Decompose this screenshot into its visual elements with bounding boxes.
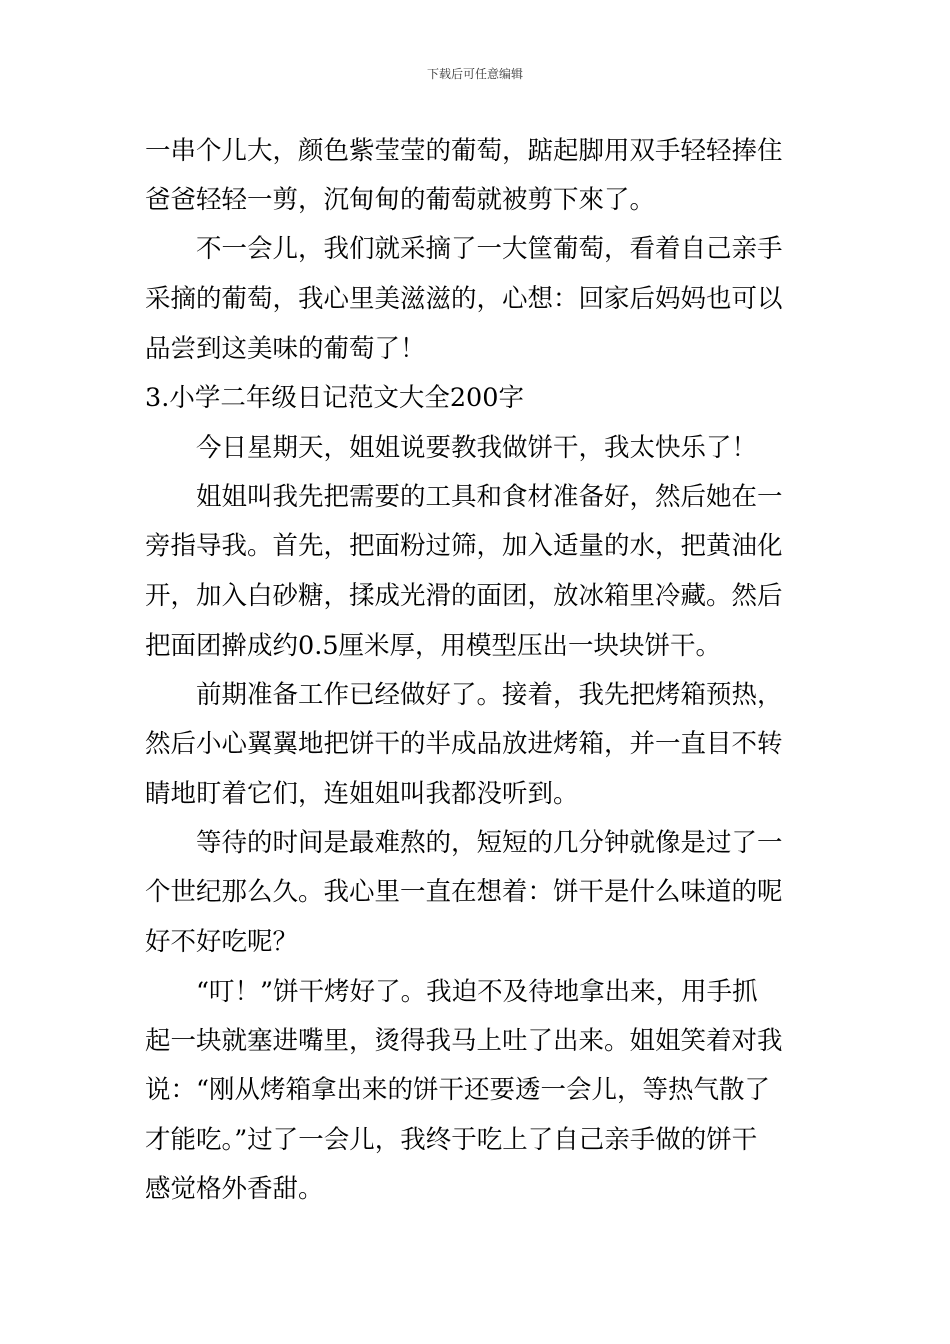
text-line: 前期准备工作已经做好了。接着，我先把烤箱预热， bbox=[145, 680, 783, 710]
text-line: 姐姐叫我先把需要的工具和食材准备好，然后她在一 bbox=[145, 482, 783, 512]
text-line: 品尝到这美味的葡萄了！ bbox=[145, 334, 426, 364]
text-line: 然后小心翼翼地把饼干的半成品放进烤箱，并一直目不转 bbox=[145, 729, 783, 759]
page-header-note: 下载后可任意编辑 bbox=[426, 67, 523, 81]
text-line: 等待的时间是最难熬的，短短的几分钟就像是过了一 bbox=[145, 828, 783, 858]
text-line: 睛地盯着它们，连姐姐叫我都没听到。 bbox=[145, 779, 579, 809]
text-line: 感觉格外香甜。 bbox=[145, 1174, 324, 1204]
text-line: 爸爸轻轻一剪，沉甸甸的葡萄就被剪下來了。 bbox=[145, 185, 656, 215]
text-line: 起一块就塞进嘴里，烫得我马上吐了出来。姐姐笑着对我 bbox=[145, 1026, 783, 1056]
text-line: 说：“刚从烤箱拿出来的饼干还要透一会儿，等热气散了 bbox=[145, 1075, 771, 1105]
text-line: 开，加入白砂糖，揉成光滑的面团，放冰箱里冷藏。然后 bbox=[145, 581, 783, 611]
text-line: 采摘的葡萄，我心里美滋滋的，心想：回家后妈妈也可以 bbox=[145, 284, 783, 314]
text-line: 才能吃。”过了一会儿，我终于吃上了自己亲手做的饼干 bbox=[145, 1125, 758, 1155]
section-heading: 3.小学二年级日记范文大全200字 bbox=[145, 383, 525, 413]
text-line: 今日星期天，姐姐说要教我做饼干，我太快乐了！ bbox=[145, 433, 758, 463]
text-line: 旁指导我。首先，把面粉过筛，加入适量的水，把黄油化 bbox=[145, 531, 783, 561]
text-line: 不一会儿，我们就采摘了一大筐葡萄，看着自己亲手 bbox=[145, 234, 783, 264]
text-line: 一串个儿大，颜色紫莹莹的葡萄，踮起脚用双手轻轻捧住 bbox=[145, 136, 783, 166]
text-line: 把面团擀成约0.5厘米厚，用模型压出一块块饼干。 bbox=[145, 631, 722, 661]
text-line: 个世纪那么久。我心里一直在想着：饼干是什么味道的呢 bbox=[145, 877, 783, 907]
text-line: 好不好吃呢？ bbox=[145, 927, 299, 957]
text-line: “叮！”饼干烤好了。我迫不及待地拿出来，用手抓 bbox=[145, 977, 758, 1007]
